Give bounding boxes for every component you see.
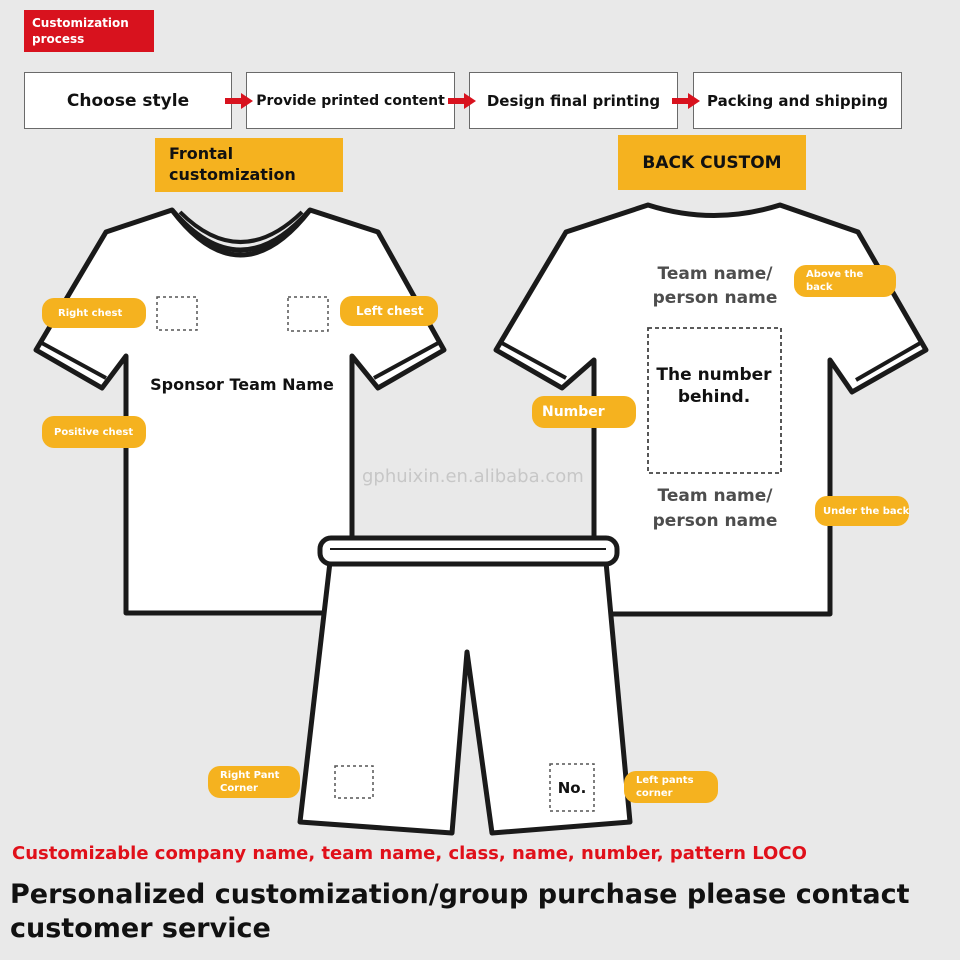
back-top-team-name: Team name/ person name xyxy=(652,264,778,308)
arrow-right-icon xyxy=(448,93,476,109)
frontal-customization-text: Frontal customization xyxy=(169,144,296,184)
back-custom-text: BACK CUSTOM xyxy=(642,152,782,173)
step-label: Design final printing xyxy=(486,91,661,110)
step-provide-printed-content xyxy=(246,72,455,129)
back-bottom-team-name: Team name/ person name xyxy=(652,486,778,531)
right-chest-callout xyxy=(42,298,146,328)
left-pants-corner-text: Left pants corner xyxy=(636,775,694,799)
left-chest-callout xyxy=(340,296,438,326)
arrow-right-icon xyxy=(225,93,253,109)
positive-chest-text: Positive chest xyxy=(54,426,134,438)
step-choose-style xyxy=(24,72,232,129)
step-design-final-printing xyxy=(469,72,678,129)
number-callout xyxy=(532,396,636,428)
step-label: Provide printed content xyxy=(256,92,445,109)
left-pants-corner-callout xyxy=(624,771,718,803)
contact-customer-service-line: Personalized customization/group purchase please contact customer service xyxy=(10,879,910,944)
customization-process-badge xyxy=(24,10,154,52)
back-number-text: The number behind. xyxy=(656,365,772,407)
step-packing-and-shipping xyxy=(693,72,902,129)
number-callout-text: Number xyxy=(542,404,605,420)
right-pant-corner-text: Right Pant Corner xyxy=(220,770,280,794)
right-pant-corner-callout xyxy=(208,766,300,798)
badge-text: Customization process xyxy=(32,16,129,46)
back-custom-label xyxy=(618,135,806,190)
frontal-customization-label xyxy=(155,138,343,192)
left-chest-text: Left chest xyxy=(356,304,424,318)
customizable-info-line: Customizable company name, team name, class, name, number, pattern LOCO xyxy=(12,843,807,864)
above-the-back-callout xyxy=(794,265,896,297)
under-the-back-callout xyxy=(815,496,909,526)
arrow-right-icon xyxy=(672,93,700,109)
right-chest-text: Right chest xyxy=(58,307,123,319)
sponsor-team-name: Sponsor Team Name xyxy=(150,375,334,394)
step-label: Packing and shipping xyxy=(707,91,888,110)
under-the-back-text: Under the back xyxy=(823,505,910,517)
watermark: gphuixin.en.alibaba.com xyxy=(362,466,584,487)
step-label: Choose style xyxy=(66,90,190,111)
positive-chest-callout xyxy=(42,416,146,448)
shorts-number-text: No. xyxy=(557,779,587,797)
above-the-back-text: Above the back xyxy=(806,269,864,293)
